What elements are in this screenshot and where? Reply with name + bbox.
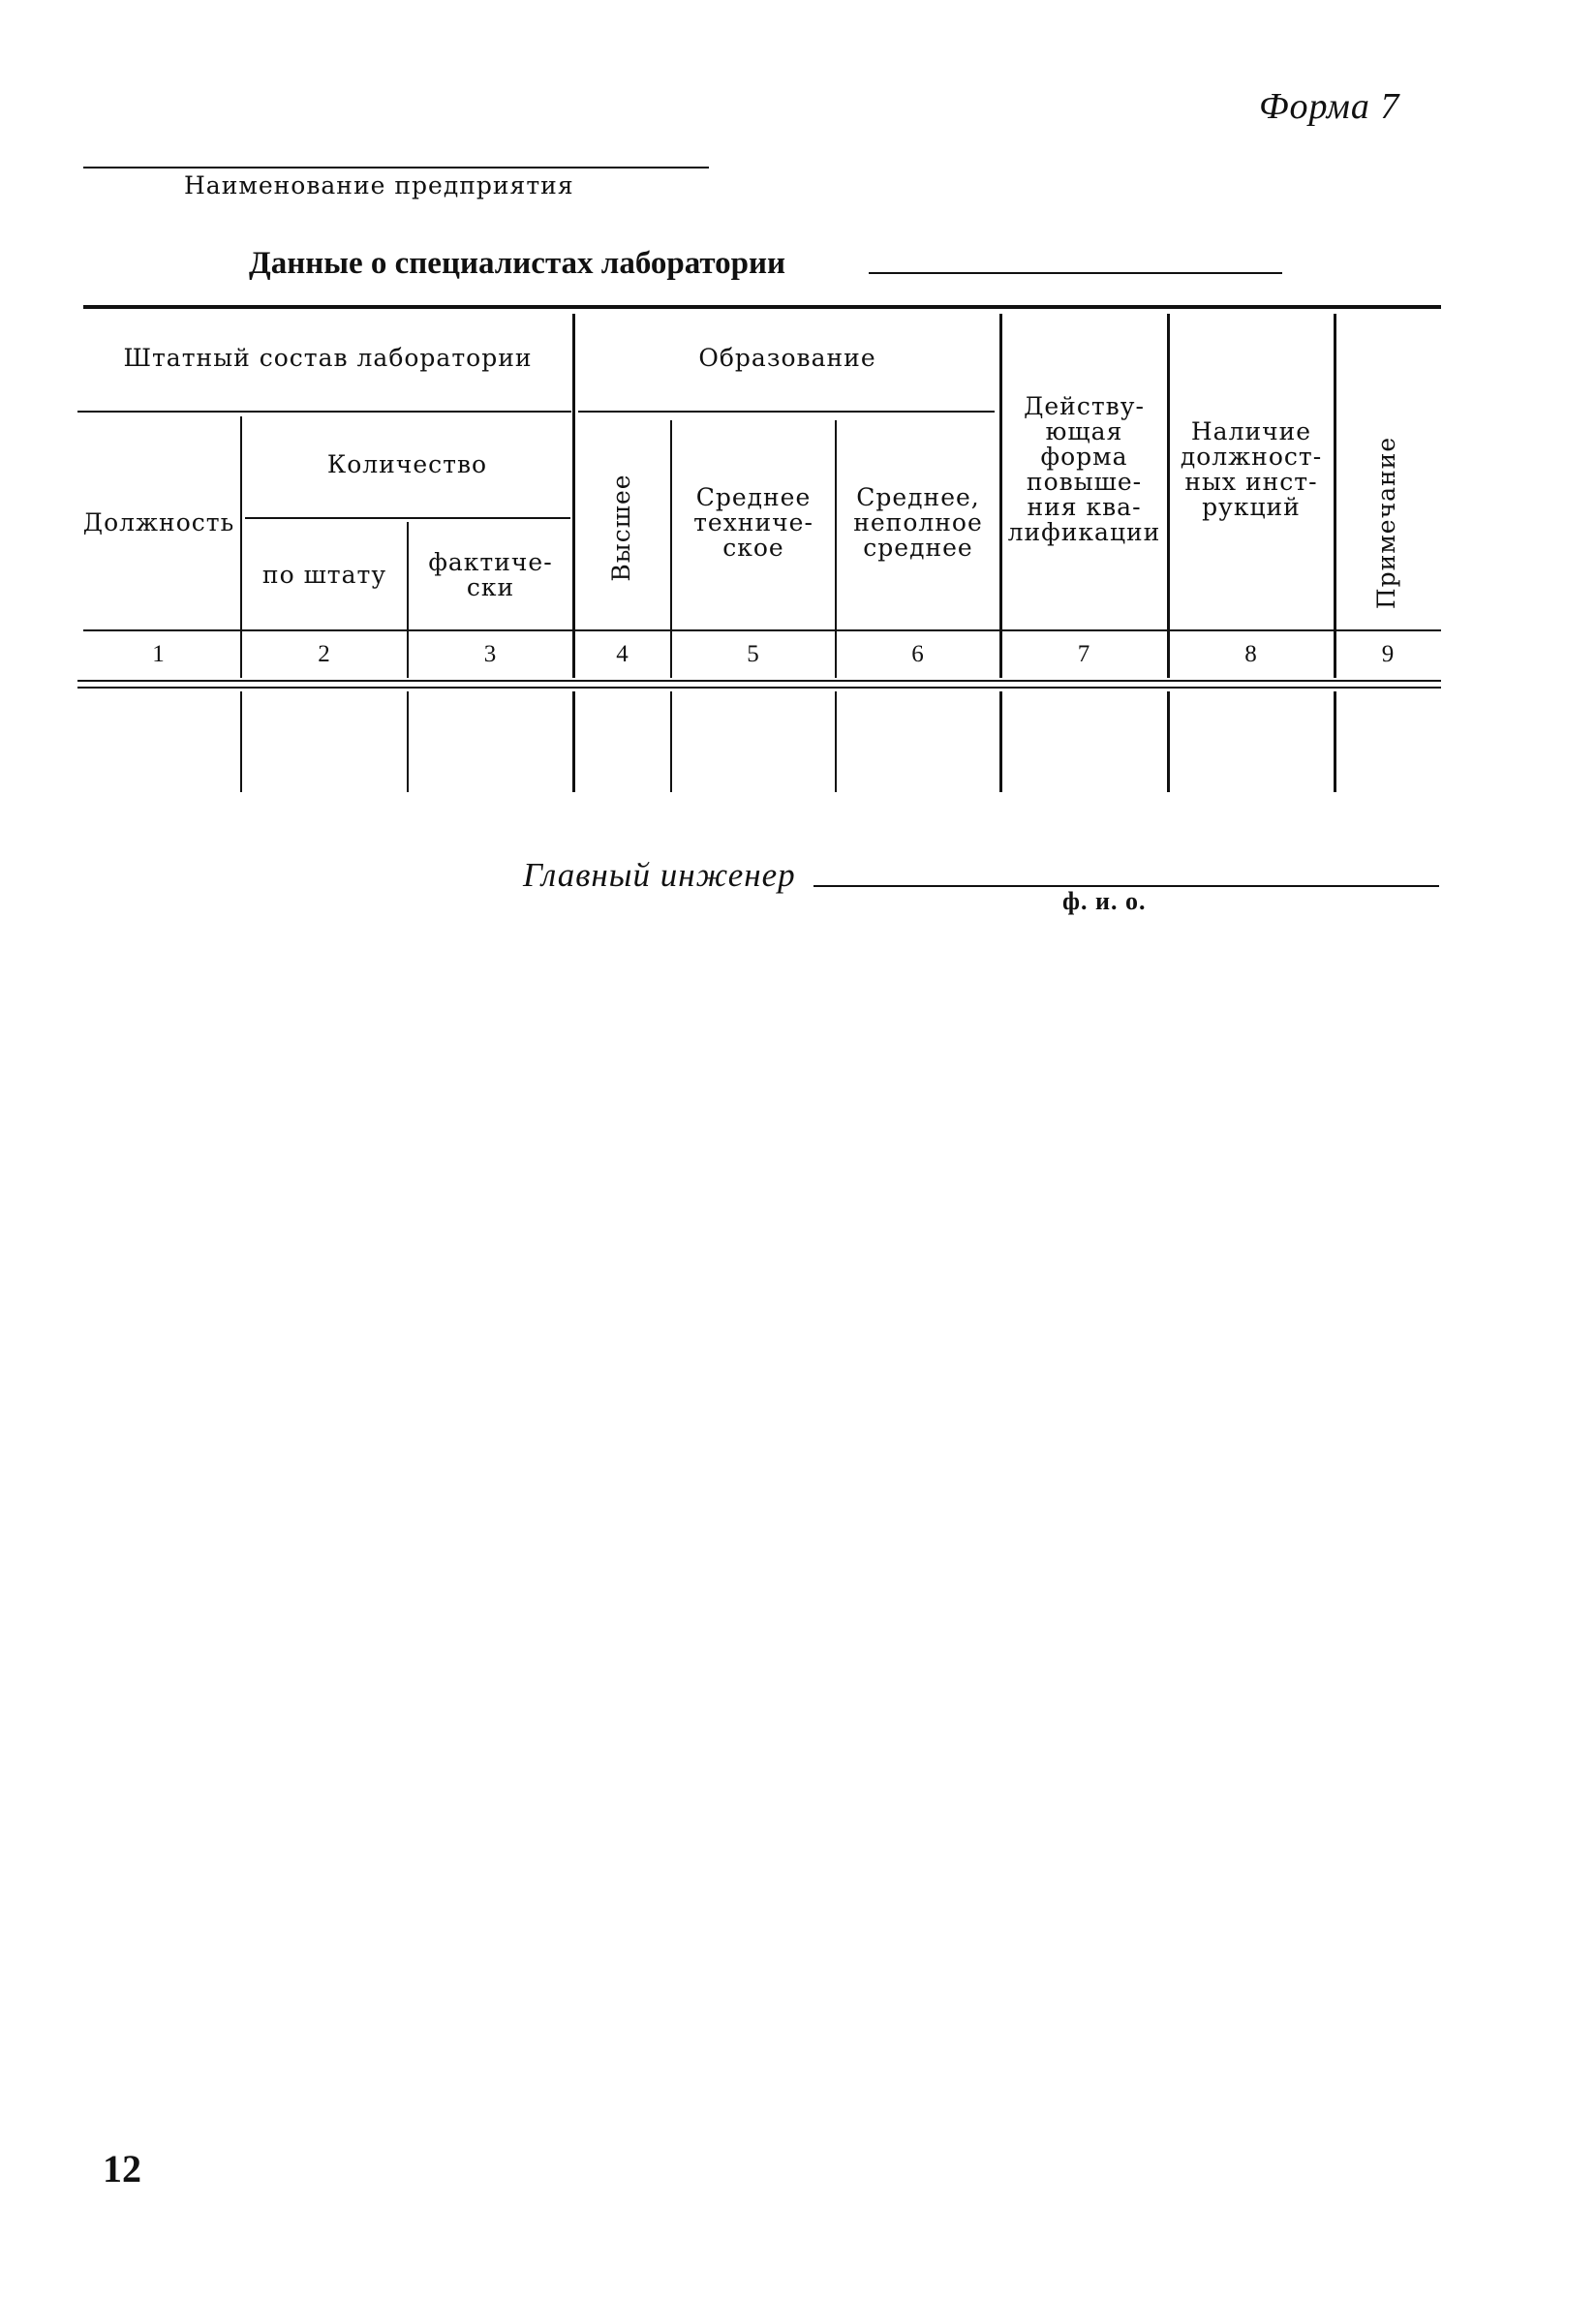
- signature-label: Главный инженер: [523, 856, 796, 894]
- table-body-vrule-3: [572, 691, 575, 792]
- column-number-7: 7: [1077, 641, 1091, 667]
- header-higher: [575, 426, 670, 629]
- column-number-2: 2: [318, 641, 331, 667]
- laboratory-name-line: [869, 272, 1282, 274]
- table-body-vrule-2: [407, 691, 409, 792]
- table-body-vrule-1: [240, 691, 242, 792]
- table-body-vrule-4: [670, 691, 672, 792]
- table-numbers-rule-1: [77, 680, 1441, 682]
- table-body-vrule-6: [999, 691, 1002, 792]
- table-numbers-rule-2: [77, 687, 1441, 689]
- header-quantity-group: Количество: [326, 450, 488, 478]
- header-note: [1335, 416, 1441, 629]
- table-quantity-rule: [245, 517, 570, 519]
- table-top-rule: [83, 305, 1441, 309]
- enterprise-name-label: Наименование предприятия: [184, 171, 574, 199]
- signature-sublabel: ф. и. о.: [1062, 887, 1147, 915]
- column-number-5: 5: [747, 641, 760, 667]
- column-number-6: 6: [911, 641, 925, 667]
- page-title: Данные о специалистах лаборатории: [249, 246, 786, 281]
- header-note-text: Примечание: [1372, 436, 1400, 610]
- header-by-staff: по штату: [261, 561, 387, 589]
- table-body-vrule-7: [1167, 691, 1170, 792]
- table-body-vrule-5: [835, 691, 837, 792]
- table-education-group-rule: [578, 411, 995, 413]
- header-secondary-tech: Среднее техниче- ское: [693, 483, 813, 562]
- column-number-1: 1: [152, 641, 166, 667]
- header-higher-text: Высшее: [607, 474, 635, 582]
- page-number: 12: [103, 2147, 141, 2190]
- column-number-3: 3: [483, 641, 498, 667]
- column-number-4: 4: [616, 641, 629, 667]
- header-education-group: Образование: [698, 344, 876, 372]
- column-number-9: 9: [1381, 641, 1396, 667]
- table-staff-group-rule: [77, 411, 571, 413]
- column-number-8: 8: [1244, 641, 1258, 667]
- header-instructions: Наличие должност- ных инст- рукций: [1180, 417, 1323, 521]
- table-body-vrule-8: [1334, 691, 1336, 792]
- header-qualification: Действу- ющая форма повыше- ния ква- лификации: [1007, 392, 1161, 546]
- form-number: Форма 7: [1259, 86, 1400, 127]
- header-staff-group: Штатный состав лаборатории: [123, 344, 533, 372]
- header-actual: фактиче- ски: [428, 548, 553, 601]
- table-header-bottom-rule: [83, 629, 1441, 631]
- header-secondary-incomplete: Среднее, неполное среднее: [853, 483, 983, 562]
- enterprise-name-line: [83, 167, 709, 168]
- header-position: Должность: [82, 508, 235, 536]
